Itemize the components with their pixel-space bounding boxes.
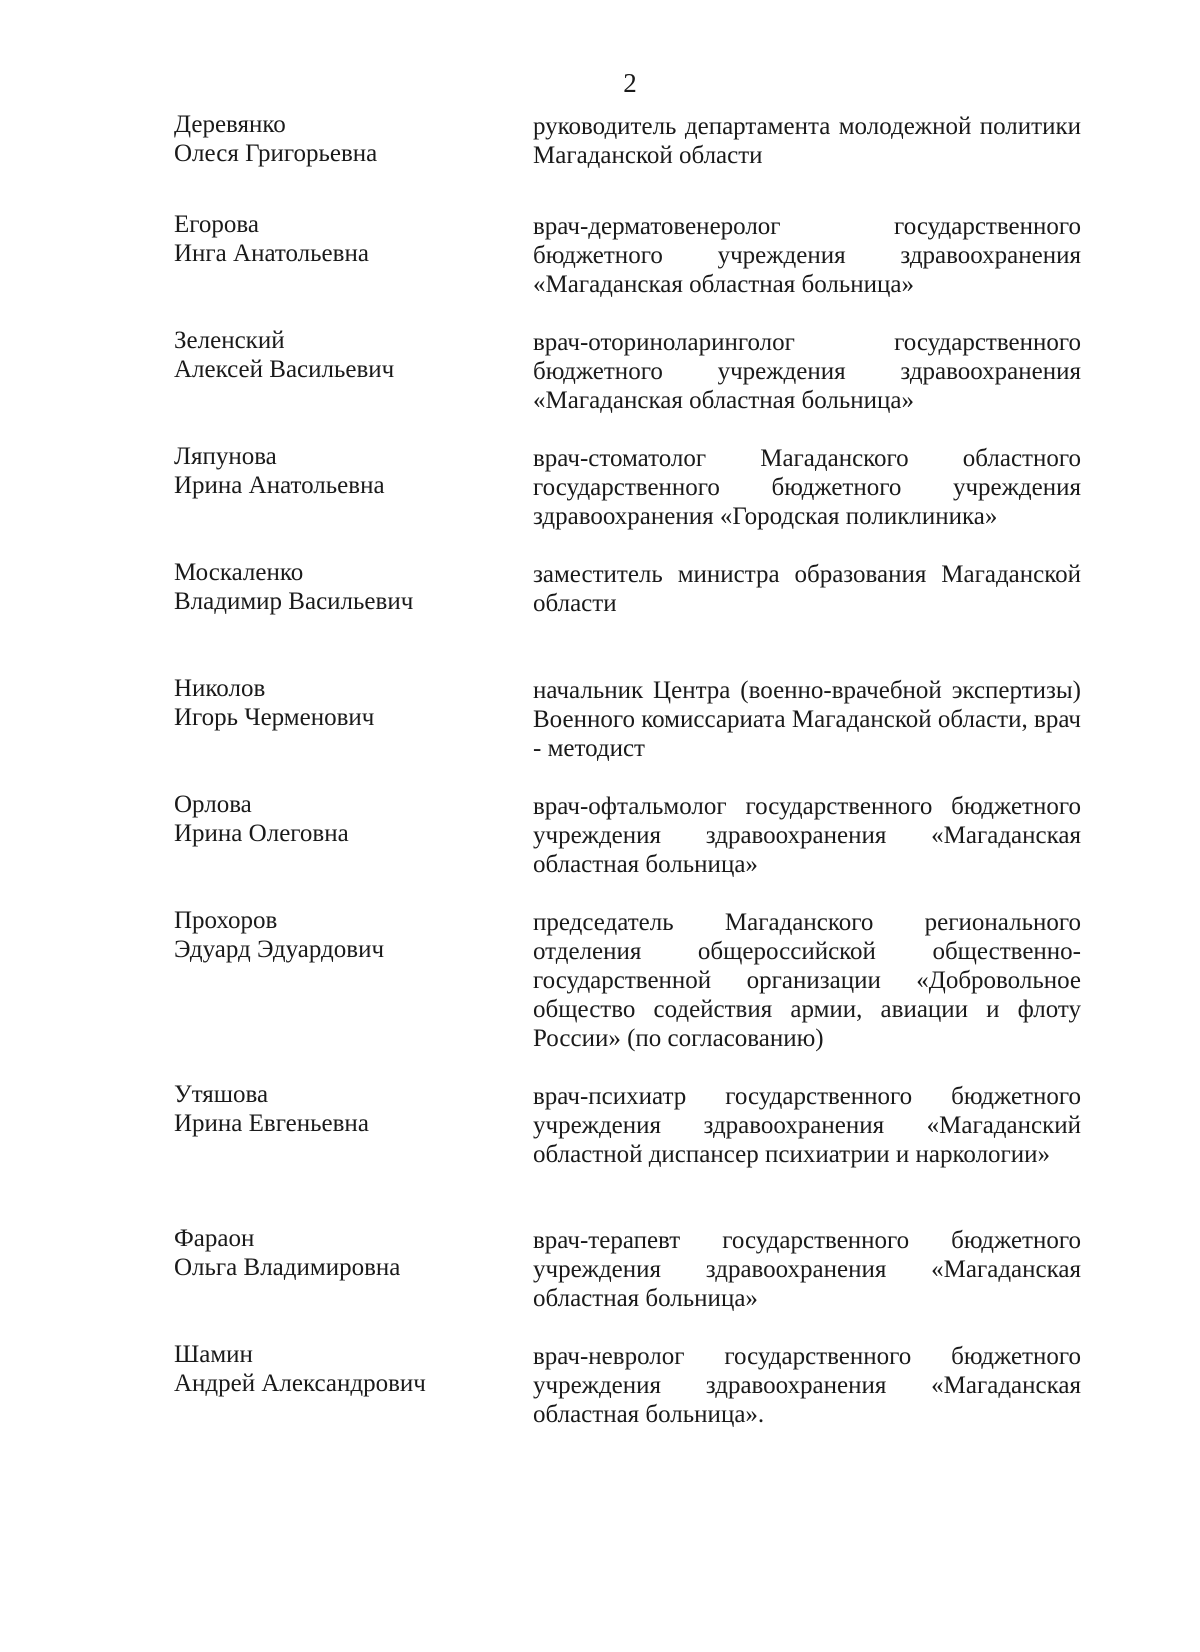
member-name (174, 790, 504, 848)
member-name (174, 442, 504, 500)
member-surname: Деревянко (174, 111, 286, 138)
member-position: заместитель министра образования Магаданской области (533, 561, 1081, 617)
member-surname: Утяшова (174, 1081, 269, 1108)
member-given-names: Ирина Олеговна (174, 820, 349, 847)
member-surname: Зеленский (174, 327, 285, 354)
member-name (174, 326, 504, 384)
member-position: врач-терапевт государственного бюджетного учреждения здравоохранения «Магаданская областная больница» (533, 1227, 1081, 1312)
member-given-names: Ольга Владимировна (174, 1254, 401, 1281)
member-position: руководитель департамента молодежной политики Магаданской области (533, 113, 1081, 169)
member-name (174, 1080, 504, 1138)
member-surname: Орлова (174, 791, 252, 818)
member-position: врач-офтальмолог государственного бюджетного учреждения здравоохранения «Магаданская областная больница» (533, 793, 1081, 878)
member-surname: Фараон (174, 1225, 255, 1252)
member-name (174, 210, 504, 268)
member-given-names: Ирина Евгеньевна (174, 1110, 369, 1137)
member-position: врач-психиатр государственного бюджетного учреждения здравоохранения «Магаданский областной диспансер психиатрии и наркологии» (533, 1083, 1081, 1168)
member-given-names: Ирина Анатольевна (174, 472, 385, 499)
member-given-names: Олеся Григорьевна (174, 140, 378, 167)
member-given-names: Инга Анатольевна (174, 240, 369, 267)
member-name (174, 110, 504, 168)
member-position: председатель Магаданского регионального отделения общероссийской общественно-государственной организации «Добровольное общество содействия армии, авиации и флоту России» (по согласованию) (533, 909, 1081, 1052)
member-given-names: Алексей Васильевич (174, 356, 395, 383)
member-name (174, 906, 504, 964)
member-name (174, 558, 504, 616)
member-given-names: Игорь Черменович (174, 704, 375, 731)
member-name (174, 1224, 504, 1282)
member-name (174, 1340, 504, 1398)
member-name (174, 674, 504, 732)
member-surname: Прохоров (174, 907, 278, 934)
member-surname: Егорова (174, 211, 259, 238)
member-surname: Москаленко (174, 559, 304, 586)
member-surname: Шамин (174, 1341, 253, 1368)
member-position: начальник Центра (военно-врачебной экспертизы) Военного комиссариата Магаданской области, врач - методист (533, 677, 1081, 762)
member-position: врач-оториноларинголог государственного бюджетного учреждения здравоохранения «Магаданская областная больница» (533, 329, 1081, 414)
member-position: врач-дерматовенеролог государственного бюджетного учреждения здравоохранения «Магаданская областная больница» (533, 213, 1081, 298)
member-given-names: Владимир Васильевич (174, 588, 414, 615)
member-position: врач-невролог государственного бюджетного учреждения здравоохранения «Магаданская областная больница». (533, 1343, 1081, 1428)
member-surname: Ляпунова (174, 443, 277, 470)
member-position: врач-стоматолог Магаданского областного государственного бюджетного учреждения здравоохранения «Городская поликлиника» (533, 445, 1081, 530)
member-surname: Николов (174, 675, 266, 702)
member-given-names: Андрей Александрович (174, 1370, 426, 1397)
member-given-names: Эдуард Эдуардович (174, 936, 385, 963)
page-number: 2 (623, 68, 637, 98)
